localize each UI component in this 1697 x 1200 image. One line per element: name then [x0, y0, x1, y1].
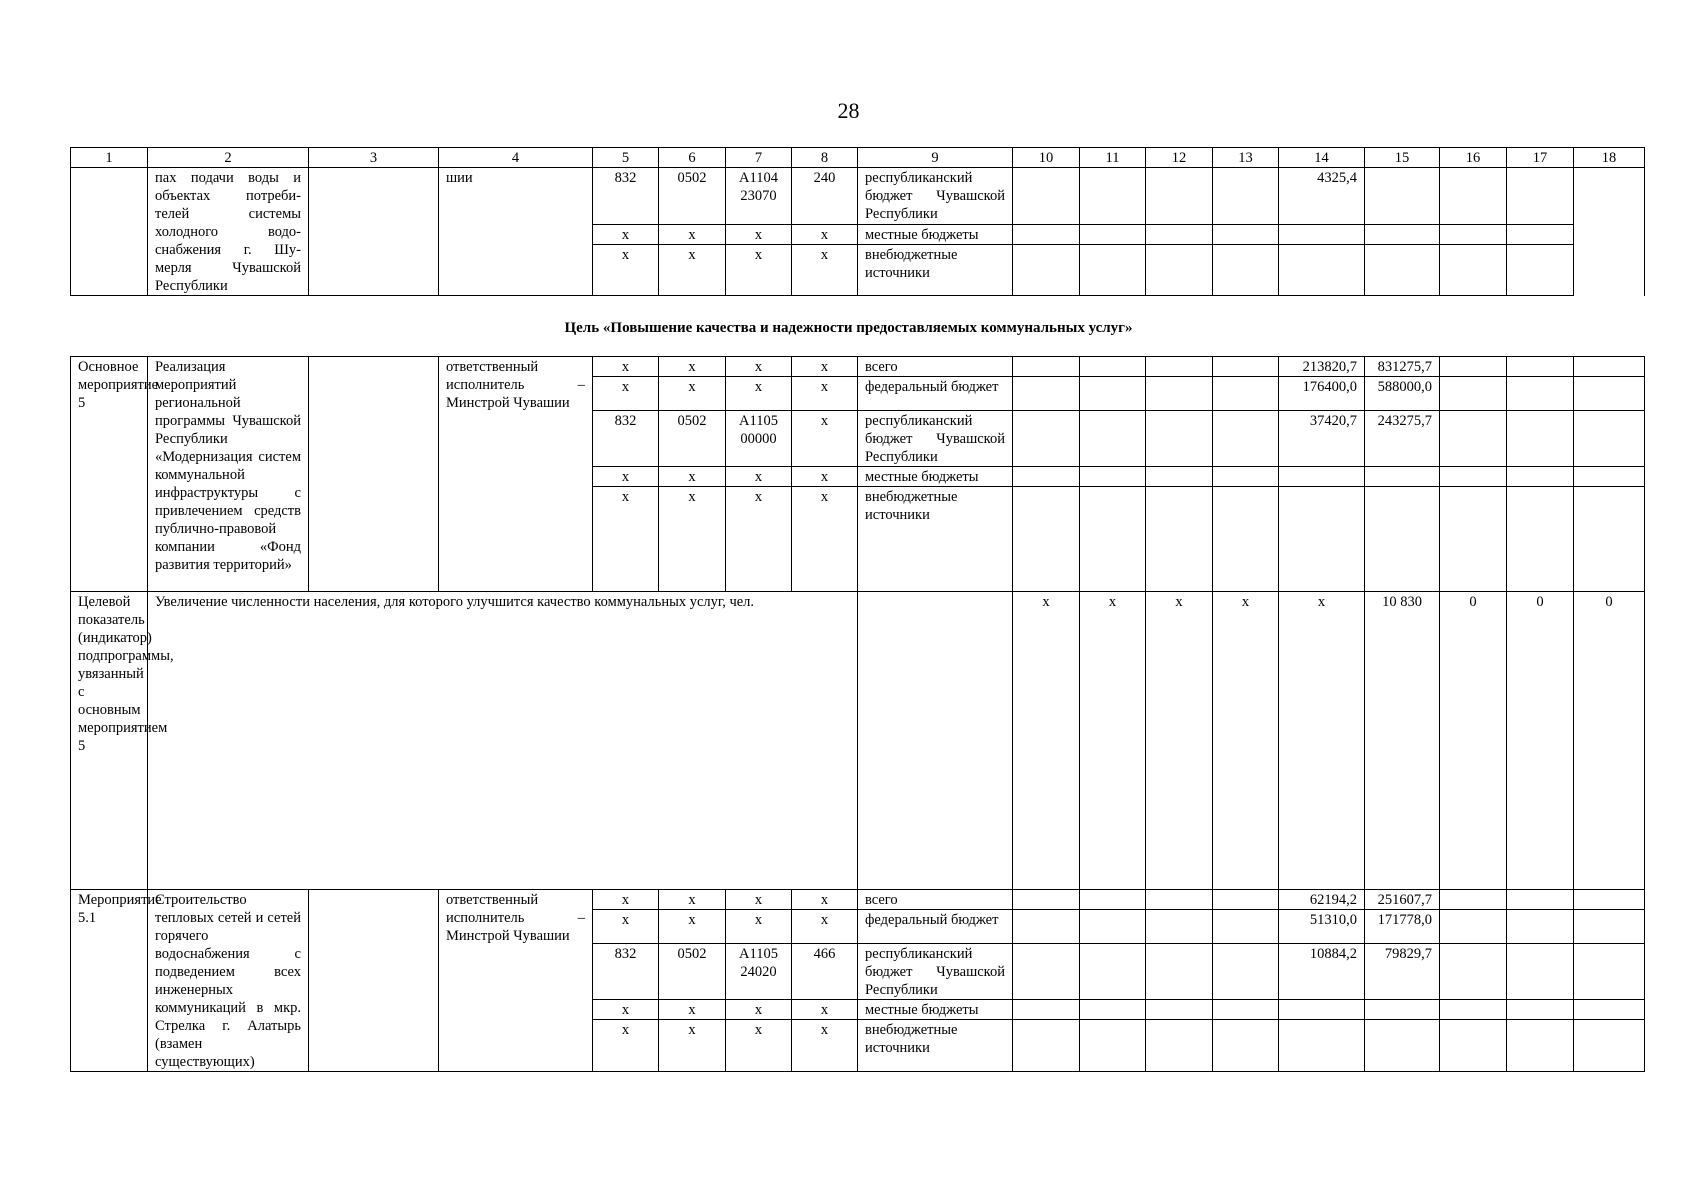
year-value-col-12 — [1146, 168, 1213, 225]
goal-title: Цель «Повышение качества и надежности предоставляемых коммунальных услуг» — [564, 320, 1133, 336]
funding-source: местные бюджеты — [858, 1000, 1013, 1020]
year-value-col-17 — [1507, 1000, 1574, 1020]
year-value-col-13 — [1213, 357, 1279, 377]
event-name-line: пах подачи воды и — [155, 170, 301, 186]
executor: ответственный исполнитель – Минстрой Чувашии — [439, 357, 593, 592]
target-article-code: x — [726, 224, 792, 244]
year-value-col-18 — [1574, 467, 1645, 487]
year-value-col-11 — [1080, 1000, 1146, 1020]
year-value-col-14: 4325,4 — [1279, 168, 1365, 225]
column-header-11: 11 — [1080, 148, 1146, 168]
main5-row — [71, 357, 1645, 377]
column-header-15: 15 — [1365, 148, 1440, 168]
year-value-col-16 — [1440, 411, 1507, 467]
section-code: x — [659, 245, 726, 296]
event-name: Строительство тепловых сетей и сетей горячего водоснабжения с подведением всех инженерных коммуникаций в мкр. Стрелка г. Алатырь (взамен существующих) — [148, 890, 309, 1072]
year-value-col-14 — [1279, 224, 1365, 244]
year-value-col-13 — [1213, 910, 1279, 944]
year-value-col-11 — [1080, 377, 1146, 411]
year-value-col-10 — [1013, 411, 1080, 467]
year-value-col-14: 176400,0 — [1279, 377, 1365, 411]
column-header-3: 3 — [309, 148, 439, 168]
year-value-col-13 — [1213, 487, 1279, 592]
year-value-col-17 — [1507, 944, 1574, 1000]
year-value-col-10 — [1013, 168, 1080, 225]
year-value-col-12 — [1146, 890, 1213, 910]
year-value-col-10 — [1013, 245, 1080, 296]
year-value-col-18 — [1574, 944, 1645, 1000]
year-value-col-18 — [1574, 1000, 1645, 1020]
year-value-col-12 — [1146, 487, 1213, 592]
year-value-col-14: 62194,2 — [1279, 890, 1365, 910]
section-code: 0502 — [659, 411, 726, 467]
indicator-value-col-11: x — [1080, 592, 1146, 890]
expense-type-code: x — [792, 245, 858, 296]
expense-type-code: x — [792, 224, 858, 244]
year-value-col-16 — [1440, 890, 1507, 910]
year-value-col-11 — [1080, 1020, 1146, 1072]
year-value-col-17 — [1507, 377, 1574, 411]
year-value-col-18 — [1574, 411, 1645, 467]
funding-source: внебюджетные источники — [858, 245, 1013, 296]
year-value-col-18 — [1574, 245, 1645, 296]
column-header-9: 9 — [858, 148, 1013, 168]
year-value-col-16 — [1440, 944, 1507, 1000]
year-value-col-15 — [1365, 467, 1440, 487]
event-type: Мероприятие 5.1 — [71, 890, 148, 1072]
year-value-col-15 — [1365, 224, 1440, 244]
ministry-code: x — [593, 245, 659, 296]
column-header-18: 18 — [1574, 148, 1645, 168]
indicator-text: Увеличение численности населения, для которого улучшится качество коммунальных услуг, чел. — [148, 592, 858, 890]
expense-type-code: x — [792, 411, 858, 467]
year-value-col-12 — [1146, 357, 1213, 377]
co-executors — [309, 168, 439, 296]
event-name-line: снабжения г. Шу- — [155, 242, 301, 258]
target-article-code: x — [726, 245, 792, 296]
funding-source: федеральный бюджет — [858, 910, 1013, 944]
year-value-col-12 — [1146, 377, 1213, 411]
year-value-col-11 — [1080, 910, 1146, 944]
target-article-code: x — [726, 890, 792, 910]
year-value-col-18 — [1574, 1020, 1645, 1072]
event-name-line: холодного водо- — [155, 224, 301, 240]
indicator-type: Целевой показатель (индикатор) подпрограммы, увязанный с основным мероприятием 5 — [71, 592, 148, 890]
year-value-col-13 — [1213, 944, 1279, 1000]
year-value-col-18 — [1574, 487, 1645, 592]
year-value-col-16 — [1440, 467, 1507, 487]
section-code: x — [659, 890, 726, 910]
target-article-code: x — [726, 910, 792, 944]
ministry-code: 832 — [593, 944, 659, 1000]
year-value-col-13 — [1213, 168, 1279, 225]
column-header-7: 7 — [726, 148, 792, 168]
year-value-col-11 — [1080, 487, 1146, 592]
section-code: x — [659, 377, 726, 411]
ministry-code: 832 — [593, 411, 659, 467]
year-value-col-15 — [1365, 1020, 1440, 1072]
target-article-code: x — [726, 377, 792, 411]
column-header-row — [71, 148, 1645, 168]
funding-source: местные бюджеты — [858, 224, 1013, 244]
section-code: 0502 — [659, 944, 726, 1000]
ministry-code: x — [593, 487, 659, 592]
year-value-col-13 — [1213, 245, 1279, 296]
expense-type-code: x — [792, 467, 858, 487]
ministry-code: x — [593, 1000, 659, 1020]
ministry-code: 832 — [593, 168, 659, 225]
column-header-17: 17 — [1507, 148, 1574, 168]
ministry-code: x — [593, 224, 659, 244]
indicator-empty — [858, 592, 1013, 890]
funding-source: внебюджетные источники — [858, 1020, 1013, 1072]
column-header-8: 8 — [792, 148, 858, 168]
executor: шии — [439, 168, 593, 296]
year-value-col-15 — [1365, 1000, 1440, 1020]
year-value-col-14: 10884,2 — [1279, 944, 1365, 1000]
indicator-value-col-16: 0 — [1440, 592, 1507, 890]
indicator-value-col-18: 0 — [1574, 592, 1645, 890]
year-value-col-14: 37420,7 — [1279, 411, 1365, 467]
indicator-value-col-10: x — [1013, 592, 1080, 890]
year-value-col-14: 51310,0 — [1279, 910, 1365, 944]
target-article-code: x — [726, 467, 792, 487]
section-code: x — [659, 1020, 726, 1072]
column-header-6: 6 — [659, 148, 726, 168]
year-value-col-16 — [1440, 1000, 1507, 1020]
year-value-col-11 — [1080, 411, 1146, 467]
ministry-code: x — [593, 1020, 659, 1072]
year-value-col-17 — [1507, 224, 1574, 244]
column-header-2: 2 — [148, 148, 309, 168]
year-value-col-16 — [1440, 487, 1507, 592]
year-value-col-15: 251607,7 — [1365, 890, 1440, 910]
ministry-code: x — [593, 890, 659, 910]
executor: ответственный исполнитель – Минстрой Чувашии — [439, 890, 593, 1072]
event-name-line: Республики — [155, 278, 228, 294]
expense-type-code: x — [792, 1000, 858, 1020]
year-value-col-18 — [1574, 224, 1645, 244]
target-article-code: x — [726, 357, 792, 377]
year-value-col-12 — [1146, 245, 1213, 296]
expense-type-code: 466 — [792, 944, 858, 1000]
year-value-col-11 — [1080, 245, 1146, 296]
year-value-col-14 — [1279, 1000, 1365, 1020]
year-value-col-16 — [1440, 377, 1507, 411]
section-code: x — [659, 487, 726, 592]
year-value-col-13 — [1213, 377, 1279, 411]
year-value-col-16 — [1440, 224, 1507, 244]
indicator-row — [71, 592, 1645, 890]
year-value-col-17 — [1507, 245, 1574, 296]
column-header-13: 13 — [1213, 148, 1279, 168]
year-value-col-11 — [1080, 944, 1146, 1000]
year-value-col-17 — [1507, 890, 1574, 910]
year-value-col-10 — [1013, 1000, 1080, 1020]
year-value-col-13 — [1213, 224, 1279, 244]
expense-type-code: x — [792, 357, 858, 377]
target-article-code: x — [726, 487, 792, 592]
column-header-5: 5 — [593, 148, 659, 168]
year-value-col-18 — [1574, 357, 1645, 377]
year-value-col-11 — [1080, 357, 1146, 377]
column-header-1: 1 — [71, 148, 148, 168]
year-value-col-12 — [1146, 411, 1213, 467]
year-value-col-15: 831275,7 — [1365, 357, 1440, 377]
event-name-line: телей системы — [155, 206, 301, 222]
year-value-col-11 — [1080, 224, 1146, 244]
year-value-col-13 — [1213, 890, 1279, 910]
year-value-col-17 — [1507, 168, 1574, 225]
expense-type-code: x — [792, 910, 858, 944]
year-value-col-10 — [1013, 224, 1080, 244]
section-code: x — [659, 224, 726, 244]
year-value-col-10 — [1013, 890, 1080, 910]
expense-type-code: x — [792, 487, 858, 592]
year-value-col-15: 171778,0 — [1365, 910, 1440, 944]
year-value-col-13 — [1213, 467, 1279, 487]
budget-table-top — [70, 147, 1645, 296]
co-executors — [309, 357, 439, 592]
page-number: 28 — [837, 98, 860, 123]
expense-type-code: x — [792, 377, 858, 411]
year-value-col-16 — [1440, 1020, 1507, 1072]
year-value-col-13 — [1213, 1000, 1279, 1020]
target-article-code: A1105 00000 — [726, 411, 792, 467]
year-value-col-12 — [1146, 1000, 1213, 1020]
funding-source: республиканский бюджет Чувашской Республики — [858, 411, 1013, 467]
year-value-col-18 — [1574, 910, 1645, 944]
year-value-col-15: 243275,7 — [1365, 411, 1440, 467]
year-value-col-16 — [1440, 245, 1507, 296]
year-value-col-15 — [1365, 168, 1440, 225]
ministry-code: x — [593, 910, 659, 944]
year-value-col-12 — [1146, 944, 1213, 1000]
target-article-code: x — [726, 1020, 792, 1072]
section-code: x — [659, 910, 726, 944]
event-name-line: мерля Чувашской — [155, 260, 301, 276]
indicator-value-col-15: 10 830 — [1365, 592, 1440, 890]
ministry-code: x — [593, 357, 659, 377]
section-code: x — [659, 467, 726, 487]
section-code: x — [659, 357, 726, 377]
indicator-value-col-13: x — [1213, 592, 1279, 890]
year-value-col-10 — [1013, 1020, 1080, 1072]
year-value-col-14 — [1279, 467, 1365, 487]
funding-source: внебюджетные источники — [858, 487, 1013, 592]
year-value-col-17 — [1507, 411, 1574, 467]
funding-source: республиканский бюджет Чувашской Республики — [858, 944, 1013, 1000]
year-value-col-17 — [1507, 467, 1574, 487]
co-executors — [309, 890, 439, 1072]
ministry-code: x — [593, 377, 659, 411]
funding-source: республиканский бюджет Чувашской Республики — [858, 168, 1013, 225]
section-code: x — [659, 1000, 726, 1020]
funding-source: всего — [858, 890, 1013, 910]
column-header-10: 10 — [1013, 148, 1080, 168]
target-article-code: A1105 24020 — [726, 944, 792, 1000]
column-header-16: 16 — [1440, 148, 1507, 168]
year-value-col-10 — [1013, 357, 1080, 377]
year-value-col-12 — [1146, 1020, 1213, 1072]
ministry-code: x — [593, 467, 659, 487]
year-value-col-16 — [1440, 168, 1507, 225]
funding-source: местные бюджеты — [858, 467, 1013, 487]
year-value-col-18 — [1574, 377, 1645, 411]
column-header-12: 12 — [1146, 148, 1213, 168]
funding-source: федеральный бюджет — [858, 377, 1013, 411]
year-value-col-15: 588000,0 — [1365, 377, 1440, 411]
event-name — [148, 168, 309, 296]
budget-table-main — [70, 356, 1645, 1072]
target-article-code: A1104 23070 — [726, 168, 792, 225]
funding-source: всего — [858, 357, 1013, 377]
year-value-col-10 — [1013, 467, 1080, 487]
year-value-col-15 — [1365, 245, 1440, 296]
year-value-col-17 — [1507, 357, 1574, 377]
year-value-col-11 — [1080, 168, 1146, 225]
year-value-col-12 — [1146, 224, 1213, 244]
target-article-code: x — [726, 1000, 792, 1020]
year-value-col-10 — [1013, 487, 1080, 592]
year-value-col-17 — [1507, 910, 1574, 944]
year-value-col-16 — [1440, 910, 1507, 944]
top-row — [71, 168, 1645, 225]
event-name: Реализация мероприятий региональной программы Чувашской Республики «Модернизация систем коммунальной инфраструктуры с привлечением средств публично-правовой компании «Фонд развития территорий» — [148, 357, 309, 592]
year-value-col-12 — [1146, 467, 1213, 487]
section-code: 0502 — [659, 168, 726, 225]
expense-type-code: 240 — [792, 168, 858, 225]
year-value-col-14 — [1279, 245, 1365, 296]
year-value-col-10 — [1013, 944, 1080, 1000]
year-value-col-16 — [1440, 357, 1507, 377]
column-header-4: 4 — [439, 148, 593, 168]
year-value-col-10 — [1013, 910, 1080, 944]
year-value-col-12 — [1146, 910, 1213, 944]
year-value-col-15: 79829,7 — [1365, 944, 1440, 1000]
year-value-col-13 — [1213, 1020, 1279, 1072]
column-header-14: 14 — [1279, 148, 1365, 168]
year-value-col-15 — [1365, 487, 1440, 592]
year-value-col-10 — [1013, 377, 1080, 411]
indicator-value-col-17: 0 — [1507, 592, 1574, 890]
year-value-col-11 — [1080, 890, 1146, 910]
event-type — [71, 168, 148, 296]
event51-row — [71, 890, 1645, 910]
expense-type-code: x — [792, 1020, 858, 1072]
year-value-col-14: 213820,7 — [1279, 357, 1365, 377]
indicator-value-col-14: x — [1279, 592, 1365, 890]
year-value-col-18 — [1574, 890, 1645, 910]
expense-type-code: x — [792, 890, 858, 910]
event-type: Основное мероприятие 5 — [71, 357, 148, 592]
year-value-col-18 — [1574, 168, 1645, 225]
year-value-col-17 — [1507, 487, 1574, 592]
year-value-col-14 — [1279, 1020, 1365, 1072]
year-value-col-17 — [1507, 1020, 1574, 1072]
year-value-col-11 — [1080, 467, 1146, 487]
indicator-value-col-12: x — [1146, 592, 1213, 890]
year-value-col-13 — [1213, 411, 1279, 467]
event-name-line: объектах потреби- — [155, 188, 301, 204]
year-value-col-14 — [1279, 487, 1365, 592]
